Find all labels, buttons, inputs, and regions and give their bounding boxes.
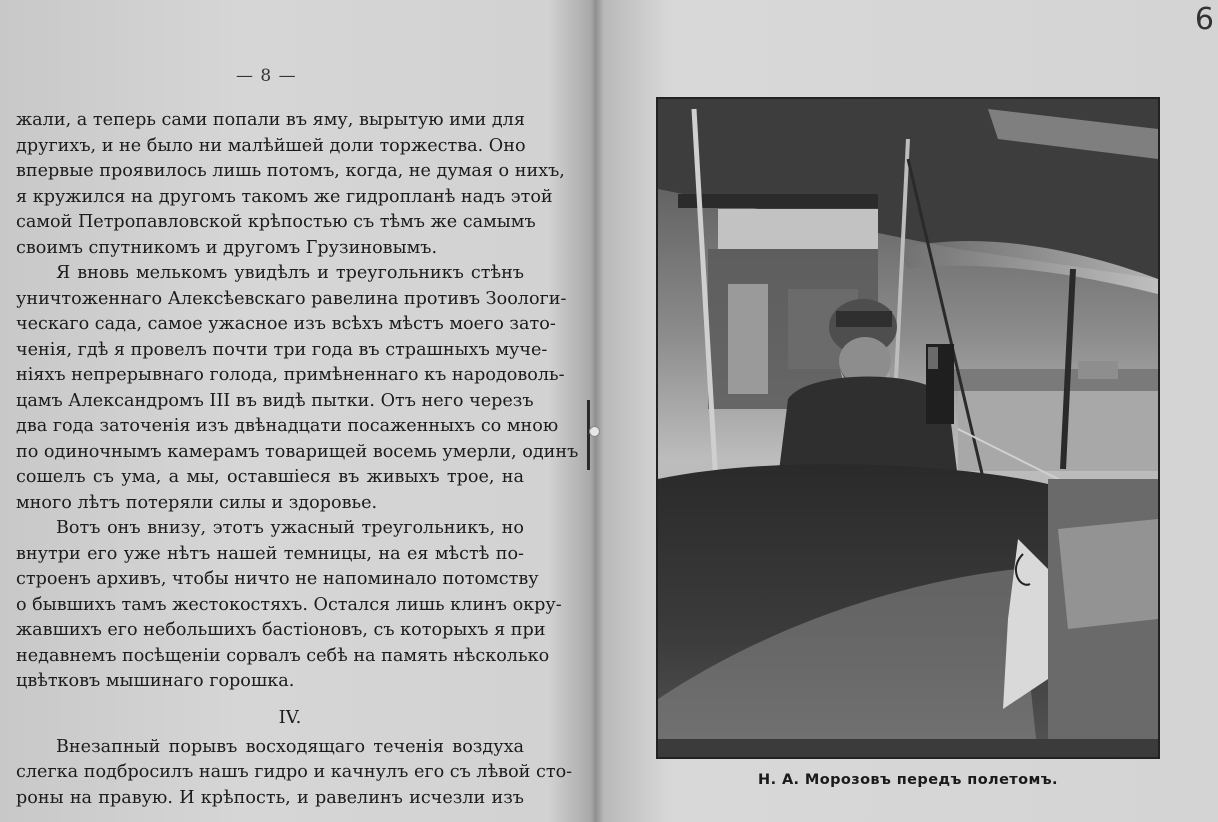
text-line: впервые проявилось лишь потомъ, когда, не думая о нихъ, [16, 161, 565, 181]
text-line: ченія, гдѣ я провелъ почти три года въ страшныхъ муче- [16, 339, 548, 360]
text-line: о бывшихъ тамъ жестокостяхъ. Остался лишь клинъ окру- [16, 594, 562, 615]
text-line: строенъ архивъ, чтобы ничто не напоминало потомству [16, 569, 539, 589]
text-line: жали, а теперь сами попали въ яму, вырытую ими для [16, 110, 525, 130]
text-line: недавнемъ посѣщеніи сорвалъ себѣ на память нѣсколько [16, 645, 550, 666]
text-line: Я вновь мелькомъ увидѣлъ и треугольникъ стѣнъ [56, 263, 524, 283]
text-line: Вотъ онъ внизу, этотъ ужасный треугольникъ, но [56, 518, 524, 538]
text-line: ніяхъ непрерывнаго голода, примѣненнаго къ народоволь- [16, 365, 565, 385]
body-text [16, 108, 579, 811]
paragraph-1 [16, 108, 565, 261]
photo-image [658, 99, 1158, 757]
text-line: жавшихъ его небольшихъ бастіоновъ, съ которыхъ я при [16, 620, 546, 640]
text-line: я кружился на другомъ такомъ же гидропланѣ надъ этой [16, 186, 553, 207]
text-line: сошелъ съ ума, а мы, оставшіеся въ живыхъ трое, на [16, 467, 524, 487]
photo-caption: Н. А. Морозовъ передъ полетомъ. [758, 772, 1058, 788]
text-line: самой Петропавловской крѣпостью съ тѣмъ же самымъ [16, 212, 536, 232]
text-line: внутри его уже нѣтъ нашей темницы, на ея мѣстѣ по- [16, 543, 524, 564]
text-line: роны на правую. И крѣпость, и равелинъ исчезли изъ [16, 787, 524, 808]
corner-page-mark: 6 [1194, 2, 1214, 37]
section-paragraph [16, 735, 573, 812]
text-line: своимъ спутникомъ и другомъ Грузиновымъ. [16, 237, 438, 258]
paragraph-2 [16, 261, 579, 516]
section-heading: IV. [278, 706, 302, 728]
text-line: два года заточенія изъ двѣнадцати посаженныхъ со мною [16, 416, 559, 436]
text-line: уничтоженнаго Алексѣевскаго равелина противъ Зоологи- [16, 288, 567, 309]
paragraph-3 [16, 516, 562, 695]
photo-portrait-in-aircraft [656, 97, 1160, 759]
text-line: другихъ, и не было ни малѣйшей доли торжества. Оно [16, 135, 526, 156]
text-line: много лѣтъ потеряли силы и здоровье. [16, 492, 378, 513]
binding-stitch [584, 400, 594, 470]
left-page [0, 0, 588, 822]
text-line: цамъ Александромъ III въ видѣ пытки. Отъ него черезъ [16, 390, 534, 411]
text-line: Внезапный порывъ восходящаго теченія воздуха [56, 736, 524, 757]
text-line: по одиночнымъ камерамъ товарищей восемь умерли, одинъ [16, 441, 579, 462]
right-page [596, 0, 1218, 822]
page-number: — 8 — [236, 66, 297, 86]
text-line: ческаго сада, самое ужасное изъ всѣхъ мѣстъ моего зато- [16, 314, 556, 334]
text-line: слегка подбросилъ нашъ гидро и качнулъ его съ лѣвой сто- [16, 762, 573, 782]
text-line: цвѣтковъ мышинаго горошка. [16, 671, 295, 691]
